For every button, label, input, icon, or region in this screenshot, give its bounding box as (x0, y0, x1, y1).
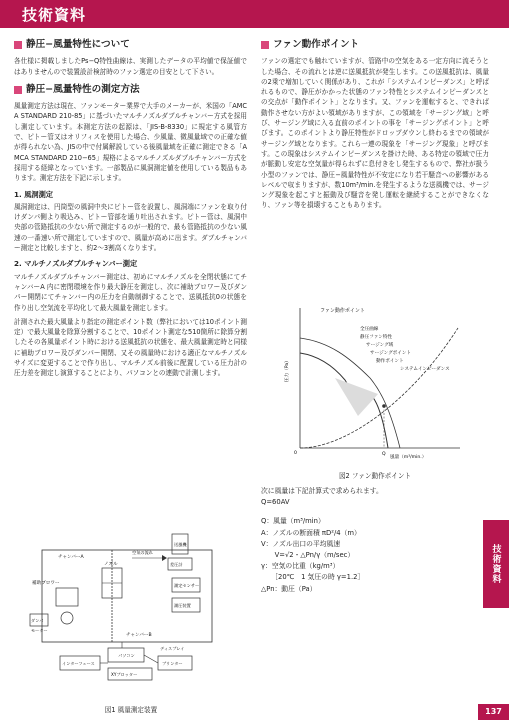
formula-def: ［20℃ 1 気圧の時 γ=1.2］ (261, 573, 365, 582)
label-operating-point: 動作ポイント (376, 359, 404, 364)
formula-def: V=√2・△Pn/γ（m/sec） (261, 551, 355, 560)
bullet-square-icon (14, 41, 22, 49)
subsection-title: 1. 風洞測定 (14, 189, 53, 199)
page-title: 技術資料 (22, 6, 87, 24)
label-x-axis: 風量（m³/min.） (390, 455, 427, 460)
page-header (0, 0, 509, 28)
label-pressure-device: 測圧装置 (174, 603, 191, 608)
apparatus-diagram (22, 528, 240, 698)
paragraph: ファンの選定でも触れていますが、管路中の空気をある一定方向に流そうとした場合、その流れとは逆に送風抵抗が発生します。この送風抵抗は、風量の2乗で増加していく関係があり、これが「システムインピーダンス」と呼ばれるもので、静圧がかかった状態のファン特性とシステムインピーダンスとの交点が「動作ポイント」となります。又、ファンを運転すると、できれば動作させない方がよい領域がありますが、この領域を「サージング域」と呼び、サージング域に入る直前のポイントの事を「サージングポイント」と呼びます。このポイントより静圧特性がドロップダウンし終わるまでの領域がサージング域となります。これら一連の現象を「サージング現象」と呼びます。この現象はシステムインピーダンスを掛けた時、ある特定の領域で圧力が脈動し安定な空気量が得られずに息付きをし発生するもので、弊社が扱う小型のファンでは、静圧−風量特性が不安定になり若干騒音への影響があるレベルで収まりますが、数10m³/min.を発生するような送風機では、サージング現象を起こすと振動及び騒音を発し運転を継続することができなくなり、ファン等を損壊することもあります。 (261, 57, 489, 210)
label-system-impedance: システムインピーダンス (400, 367, 450, 372)
label-diff-pressure: 差圧計 (170, 562, 183, 567)
label-display: ディスプレイ (160, 646, 185, 651)
label-printer: プリンター (162, 661, 183, 666)
bullet-square-icon (14, 86, 22, 94)
figure1-caption: 図1 風量測定装置 (104, 706, 158, 714)
label-static-pressure: 静圧ファン特性 (360, 335, 393, 340)
section-title-method (14, 85, 247, 95)
section-title-text: 静圧−風量特性について (26, 39, 130, 50)
label-flow-direction: 空気の流れ (132, 550, 153, 555)
page-number: 137 (478, 704, 509, 720)
section-title-characteristics (14, 40, 247, 50)
label-surge-point: サージングポイント (370, 351, 412, 356)
label-origin: 0 (294, 451, 297, 456)
label-full-pressure: 全圧曲線 (360, 327, 379, 332)
paragraph: マルチノズルダブルチャンバー測定は、初めにマルチノズルを全閉状態にてチャンバーA 内に密閉環境を作り最大静圧を測定し、次に補助ブロワー及びダンパー開閉にてチャンバー内の圧力を自動制御することで、送風抵抗0の状態を作り出し空気流を平均化して最大風量を測定します。 (14, 272, 247, 312)
section-title-operating-point (261, 40, 489, 50)
label-aux-blower: 補助ブロワー (32, 581, 60, 586)
figure-measurement-apparatus (22, 528, 240, 698)
formula-def: A：ノズルの断面積 πD²/4（m） (261, 528, 361, 537)
label-interface: インターフェース (62, 661, 95, 666)
right-column (261, 40, 489, 215)
formula-def: V：ノズル出口の平均風速 (261, 539, 341, 548)
section-title-text: ファン動作ポイント (273, 39, 360, 50)
formula-def: γ：空気の比重（kg/m³） (261, 562, 340, 571)
label-motor: モーター (31, 628, 48, 633)
paragraph: 風洞測定は、円筒型の風洞中央にピトー管を設置し、風洞端にファンを取り付けダンパ側より吸込み、ピトー管部を通り吐出されます。ピトー管は、風洞中央部の管路抵抗の少ない所で測定するのが一般的で、最も管路抵抗の少ない風速の一番速い所で測定していますので、風量が高めに出ます。ダブルチャンバー測定と比較しますと、約2〜3割高くなります。 (14, 202, 247, 253)
label-sensor: 測定センサー (174, 583, 200, 588)
figure-fan-operating-point (280, 298, 470, 463)
figure2-caption: 図2 ファン動作ポイント (338, 472, 412, 480)
label-q: Q (382, 452, 386, 457)
label-damper: ダンパ (31, 618, 44, 623)
operating-point-chart (280, 298, 470, 463)
label-surge-zone: サージング域 (366, 343, 394, 348)
formula-block (261, 486, 471, 595)
bullet-square-icon (261, 41, 269, 49)
paragraph: 風量測定方法は現在、ファンモーター業界で大手のメーカーが、米国の「AMCA STANDARD 210-85」に基づいたマルチノズルダブルチャンバー方式を採用し測定しています。本測定方法の起源は、「JIS-B-8330」に規定する風管方で、ピトー管又はオリフィスを使用した場合、少風量、微風量域での正確な値が得られない為、JISの中で付属解説している後風量域を正確に測定できる「AMCA STANDARD 210−65」規格によるマルチノズルダブルチャンバー方式を採用する経緯となっています。一部製品に風洞測定値を使用している製品もあります。測定方法を下記に示します。 (14, 102, 247, 183)
left-column (14, 40, 247, 383)
label-op-point: ファン動作ポイント (320, 308, 365, 314)
label-fan: 送風機 (174, 542, 187, 547)
formula-def: Q：風量（m³/min） (261, 517, 325, 526)
paragraph: 計測された最大風量より指定の測定ポイント数（弊社においては10ポイント測定）で最大風量を除算分割することで、10ポイント測定な510箇所に除算分割したその各風量ポイント時における送風抵抗の状態を、最大風量測定時と同様に補助ブロワー及びダンパー開閉、又その風量時における適正なマルチノズルサイズに変更することで作り出し、マルチノズル前後に配置している圧力計の圧力差を測定し演算することにより、パソコンとの連動で計測します。 (14, 317, 247, 378)
label-plotter: XYプロッター (111, 672, 138, 677)
label-chamber-b: チャンバーB (126, 633, 152, 638)
label-nozzle: ノズル (104, 562, 118, 567)
formula-intro: 次に風量は下記計算式で求められます。 (261, 487, 383, 495)
side-tab: 技術資料 (483, 520, 509, 608)
paragraph: 各仕様に掲載しましたPs−Q特性曲線は、実測したデータの平均値で保証値ではありませんので装置設計検討時のファン選定の目安として下さい。 (14, 57, 247, 76)
subsection-title: 2. マルチノズルダブルチャンバー測定 (14, 259, 138, 269)
label-y-axis: 圧力（Pa） (285, 358, 290, 382)
section-title-text: 静圧−風量特性の測定方法 (26, 83, 140, 95)
formula-main: Q=60AV (261, 498, 290, 507)
formula-def: △Pn：動圧（Pa） (261, 584, 317, 593)
label-chamber-a: チャンバーA (58, 555, 84, 560)
label-pc: パソコン (118, 653, 135, 658)
